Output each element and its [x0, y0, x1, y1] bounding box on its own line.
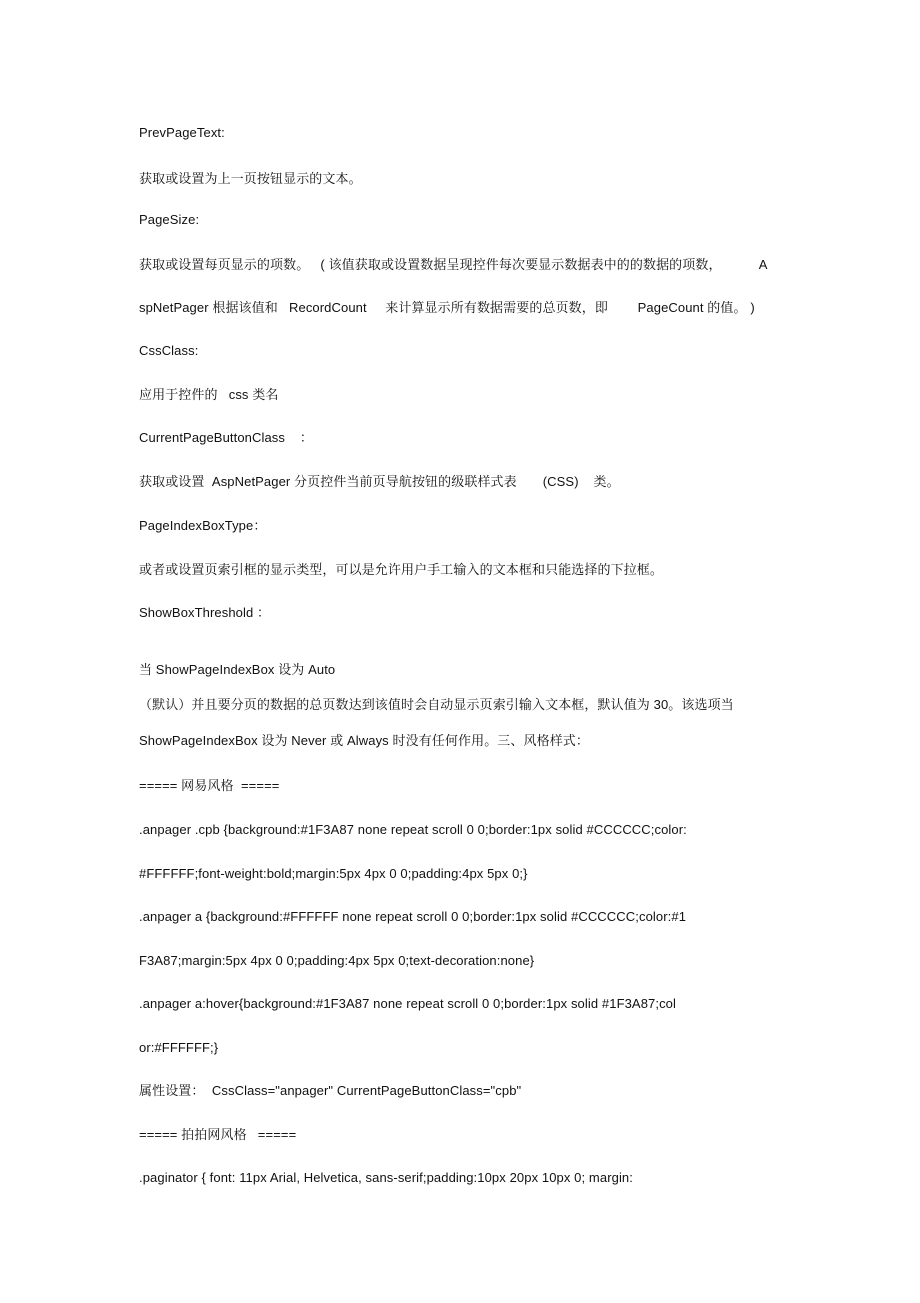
text-line: F3A87;margin:5px 4px 0 0;padding:4px 5px 0;text-decoration:none} [139, 953, 535, 968]
text-line: CssClass: [139, 343, 199, 358]
text-line: CurrentPageButtonClass ： [139, 430, 313, 445]
text-line: 属性设置： CssClass="anpager" CurrentPageButtonClass="cpb" [139, 1083, 522, 1098]
text-line: .anpager .cpb {background:#1F3A87 none repeat scroll 0 0;border:1px solid #CCCCCC;color: [139, 822, 687, 837]
text-line: PageIndexBoxType： [139, 518, 267, 533]
text-line: #FFFFFF;font-weight:bold;margin:5px 4px 0 0;padding:4px 5px 0;} [139, 866, 528, 881]
text-line: PageSize: [139, 212, 200, 227]
text-line: （默认）并且要分页的数据的总页数达到该值时会自动显示页索引输入文本框，默认值为 30。该选项当 [139, 697, 734, 712]
text-line: .anpager a:hover{background:#1F3A87 none repeat scroll 0 0;border:1px solid #1F3A87;col [139, 996, 676, 1011]
text-line: .paginator { font: 11px Arial, Helvetica, sans-serif;padding:10px 20px 10px 0; margin: [139, 1170, 633, 1185]
text-line: 应用于控件的 css 类名 [139, 387, 279, 402]
text-line: ShowBoxThreshold ： [139, 605, 271, 620]
text-line: 获取或设置每页显示的项数。 ( 该值获取或设置数据呈现控件每次要显示数据表中的的数据的项数， A [139, 257, 768, 272]
text-line: 获取或设置 AspNetPager 分页控件当前页导航按钮的级联样式表 (CSS) 类。 [139, 474, 620, 489]
text-line: spNetPager 根据该值和 RecordCount 来计算显示所有数据需要的总页数，即 PageCount 的值。 ) [139, 300, 755, 315]
text-line: 获取或设置为上一页按钮显示的文本。 [139, 171, 362, 186]
text-line: ===== 拍拍网风格 ===== [139, 1127, 297, 1142]
text-line: ShowPageIndexBox 设为 Never 或 Always 时没有任何作用。三、风格样式： [139, 733, 589, 748]
text-line: 或者或设置页索引框的显示类型，可以是允许用户手工输入的文本框和只能选择的下拉框。 [139, 562, 664, 577]
text-line: 当 ShowPageIndexBox 设为 Auto [139, 662, 336, 677]
text-line: PrevPageText: [139, 125, 225, 140]
text-line: or:#FFFFFF;} [139, 1040, 219, 1055]
text-line: .anpager a {background:#FFFFFF none repeat scroll 0 0;border:1px solid #CCCCCC;color:#1 [139, 909, 687, 924]
text-line: ===== 网易风格 ===== [139, 778, 280, 793]
